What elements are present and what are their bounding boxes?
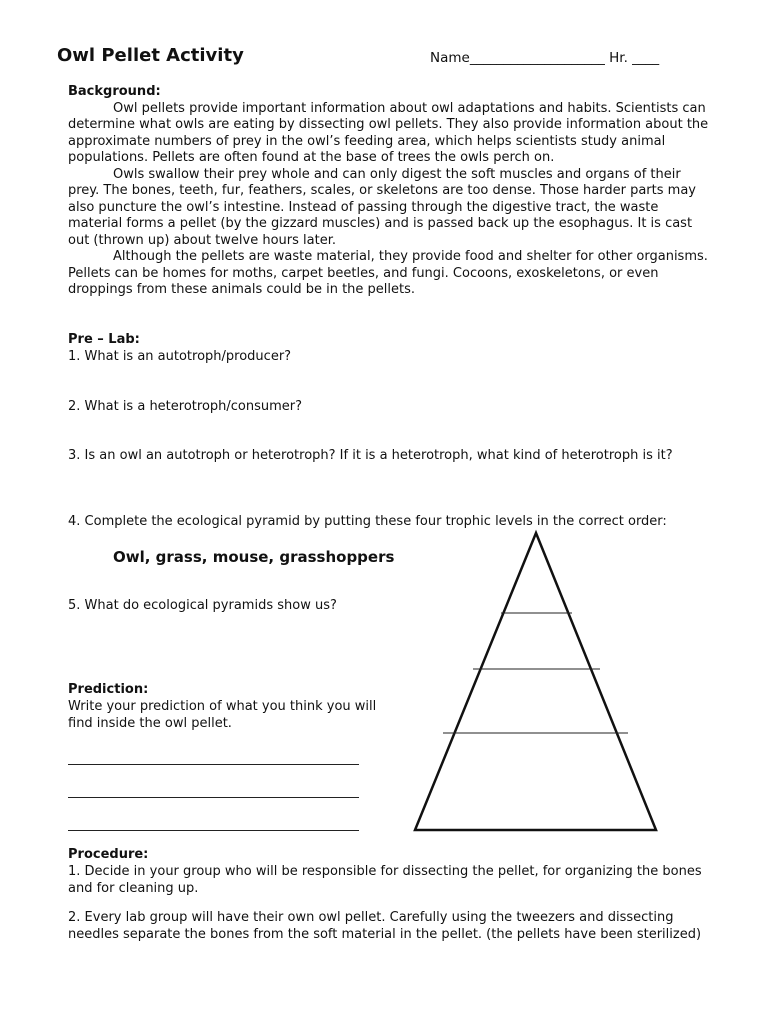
page-title: Owl Pellet Activity: [57, 45, 244, 66]
prediction-answer-line-3: [68, 830, 359, 831]
question-5: 5. What do ecological pyramids show us?: [68, 598, 337, 613]
name-field: Name____________________: [430, 50, 605, 66]
prediction-answer-line-1: [68, 764, 359, 765]
question-2: 2. What is a heterotroph/consumer?: [68, 399, 303, 414]
ecological-pyramid: [405, 525, 665, 835]
prediction-heading: Prediction:: [68, 682, 149, 697]
question-4: 4. Complete the ecological pyramid by putting these four trophic levels in the correct order:: [68, 514, 667, 529]
background-paragraph-2: Owls swallow their prey whole and can only digest the soft muscles and organs of their prey. The bones, teeth, fur, feathers, scales, or skeletons are too dense. Those harder parts may also puncture the owl’s intestine. Instead of passing through the digestive tract, the waste material forms a pellet (by the gizzard muscles) and is passed back up the esophagus. It is cast out (thrown up) about twelve hours later.: [68, 166, 696, 248]
trophic-species-list: Owl, grass, mouse, grasshoppers: [113, 548, 395, 566]
procedure-step-1: 1. Decide in your group who will be responsible for dissecting the pellet, for organizing the bones and for cleaning up.: [68, 864, 702, 896]
background-heading: Background:: [68, 84, 161, 99]
prediction-prompt: Write your prediction of what you think you will find inside the owl pellet.: [68, 699, 377, 731]
name-hour-fields: [430, 50, 659, 66]
prediction-answer-line-2: [68, 797, 359, 798]
pyramid-outline: [415, 533, 656, 830]
question-3: 3. Is an owl an autotroph or heterotroph? If it is a heterotroph, what kind of heterotroph is it?: [68, 448, 673, 463]
background-section: [68, 84, 716, 299]
question-1: 1. What is an autotroph/producer?: [68, 349, 292, 364]
hour-field: Hr. ____: [609, 50, 660, 66]
procedure-step-2: 2. Every lab group will have their own owl pellet. Carefully using the tweezers and dissecting needles separate the bones from the soft material in the pellet. (the pellets have been sterilized): [68, 910, 702, 942]
background-paragraph-1: Owl pellets provide important information about owl adaptations and habits. Scientists can determine what owls are eating by dissecting owl pellets. They also provide information about the approximate numbers of prey in the owl’s feeding area, which helps scientists study animal populations. Pellets are often found at the base of trees the owls perch on.: [68, 100, 709, 165]
procedure-heading: Procedure:: [68, 847, 149, 862]
background-paragraph-3: Although the pellets are waste material, they provide food and shelter for other organisms. Pellets can be homes for moths, carpet beetles, and fungi. Cocoons, exoskeletons, or even droppings from these animals could be in the pellets.: [68, 249, 708, 297]
prelab-heading: Pre – Lab:: [68, 332, 140, 347]
